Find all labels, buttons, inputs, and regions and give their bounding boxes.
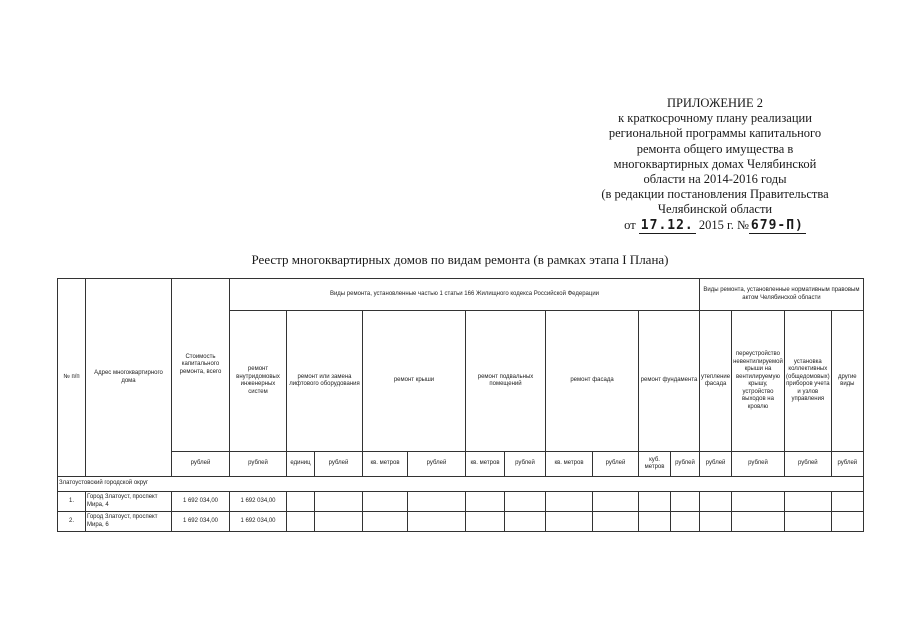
row-address: Город Златоуст, проспект Мира, 4 [86, 492, 172, 512]
empty-cell [784, 512, 831, 532]
header-basement: ремонт подвальных помещений [466, 311, 546, 452]
header-num: № п/п [58, 279, 86, 477]
unit-rub: рублей [784, 452, 831, 477]
row-num: 2. [58, 512, 86, 532]
empty-cell [287, 512, 315, 532]
empty-cell [505, 492, 546, 512]
resolution-date-line [585, 218, 845, 233]
row-num: 1. [58, 492, 86, 512]
appendix-line: многоквартирных домах Челябинской [613, 156, 817, 171]
unit-rub: рублей [700, 452, 732, 477]
appendix-heading: ПРИЛОЖЕНИЕ 2 [666, 96, 764, 110]
row-engineering: 1 692 034,00 [230, 492, 287, 512]
header-other: другие виды [831, 311, 863, 452]
header-facade: ремонт фасада [546, 311, 639, 452]
header-engineering: ремонт внутридомовых инженерных систем [230, 311, 287, 452]
empty-cell [639, 512, 671, 532]
appendix-line: к краткосрочному плану реализации [618, 111, 812, 126]
row-total: 1 692 034,00 [172, 492, 230, 512]
empty-cell [700, 512, 732, 532]
empty-cell [287, 492, 315, 512]
empty-cell [505, 512, 546, 532]
empty-cell [363, 512, 408, 532]
empty-cell [593, 492, 639, 512]
date-prefix: от [624, 217, 636, 232]
appendix-line: Челябинской области [657, 202, 773, 217]
empty-cell [593, 512, 639, 532]
empty-cell [671, 512, 700, 532]
header-regional-group: Виды ремонта, установленные нормативным правовым актом Челябинской области [700, 279, 864, 311]
empty-cell [408, 492, 466, 512]
empty-cell [546, 512, 593, 532]
unit-rub: рублей [172, 452, 230, 477]
table-row [58, 492, 864, 512]
registry-table [57, 278, 864, 532]
appendix-line: области на 2014-2016 годы [643, 172, 787, 187]
unit-rub: рублей [831, 452, 863, 477]
appendix-line: ремонта общего имущества в [636, 141, 794, 156]
empty-cell [784, 492, 831, 512]
header-address: Адрес многоквартирного дома [86, 279, 172, 477]
empty-cell [466, 512, 505, 532]
unit-rub: рублей [230, 452, 287, 477]
unit-rub: рублей [408, 452, 466, 477]
header-federal-group: Виды ремонта, установленные частью 1 статьи 166 Жилищного кодекса Российской Федерации [230, 279, 700, 311]
header-meters: установка коллективных (общедомовых) приборов учета и узлов управления [784, 311, 831, 452]
empty-cell [363, 492, 408, 512]
table-row [58, 512, 864, 532]
unit-rub: рублей [593, 452, 639, 477]
header-total-cost: Стоимость капитального ремонта, всего [172, 279, 230, 452]
resolution-number: 679-П) [750, 217, 804, 233]
unit-sqm: кв. метров [466, 452, 505, 477]
appendix-line: региональной программы капитального [608, 126, 822, 141]
unit-rub: рублей [505, 452, 546, 477]
empty-cell [315, 512, 363, 532]
date-year: 2015 г. № [698, 217, 749, 232]
appendix-block [585, 96, 845, 233]
unit-sqm: кв. метров [546, 452, 593, 477]
empty-cell [732, 512, 785, 532]
unit-count: единиц [287, 452, 315, 477]
empty-cell [700, 492, 732, 512]
section-row: Златоустовский городской округ [58, 477, 864, 492]
unit-cubm: куб. метров [639, 452, 671, 477]
empty-cell [639, 492, 671, 512]
document-title: Реестр многоквартирных домов по видам ремонта (в рамках этапа I Плана) [251, 252, 669, 267]
resolution-date: 17.12. [640, 217, 694, 233]
unit-rub: рублей [732, 452, 785, 477]
row-address: Город Златоуст, проспект Мира, 6 [86, 512, 172, 532]
header-elevator: ремонт или замена лифтового оборудования [287, 311, 363, 452]
empty-cell [315, 492, 363, 512]
empty-cell [831, 512, 863, 532]
empty-cell [671, 492, 700, 512]
empty-cell [546, 492, 593, 512]
unit-sqm: кв. метров [363, 452, 408, 477]
empty-cell [466, 492, 505, 512]
empty-cell [732, 492, 785, 512]
header-foundation: ремонт фундамента [639, 311, 700, 452]
unit-rub: рублей [315, 452, 363, 477]
empty-cell [831, 492, 863, 512]
row-total: 1 692 034,00 [172, 512, 230, 532]
header-insulation: утепление фасада [700, 311, 732, 452]
header-roof: ремонт крыши [363, 311, 466, 452]
header-ventilated-roof: переустройство невентилируемой крыши на вентилируемую крышу, устройство выходов на кровлю [732, 311, 785, 452]
row-engineering: 1 692 034,00 [230, 512, 287, 532]
unit-rub: рублей [671, 452, 700, 477]
appendix-line: (в редакции постановления Правительства [601, 187, 829, 202]
empty-cell [408, 512, 466, 532]
